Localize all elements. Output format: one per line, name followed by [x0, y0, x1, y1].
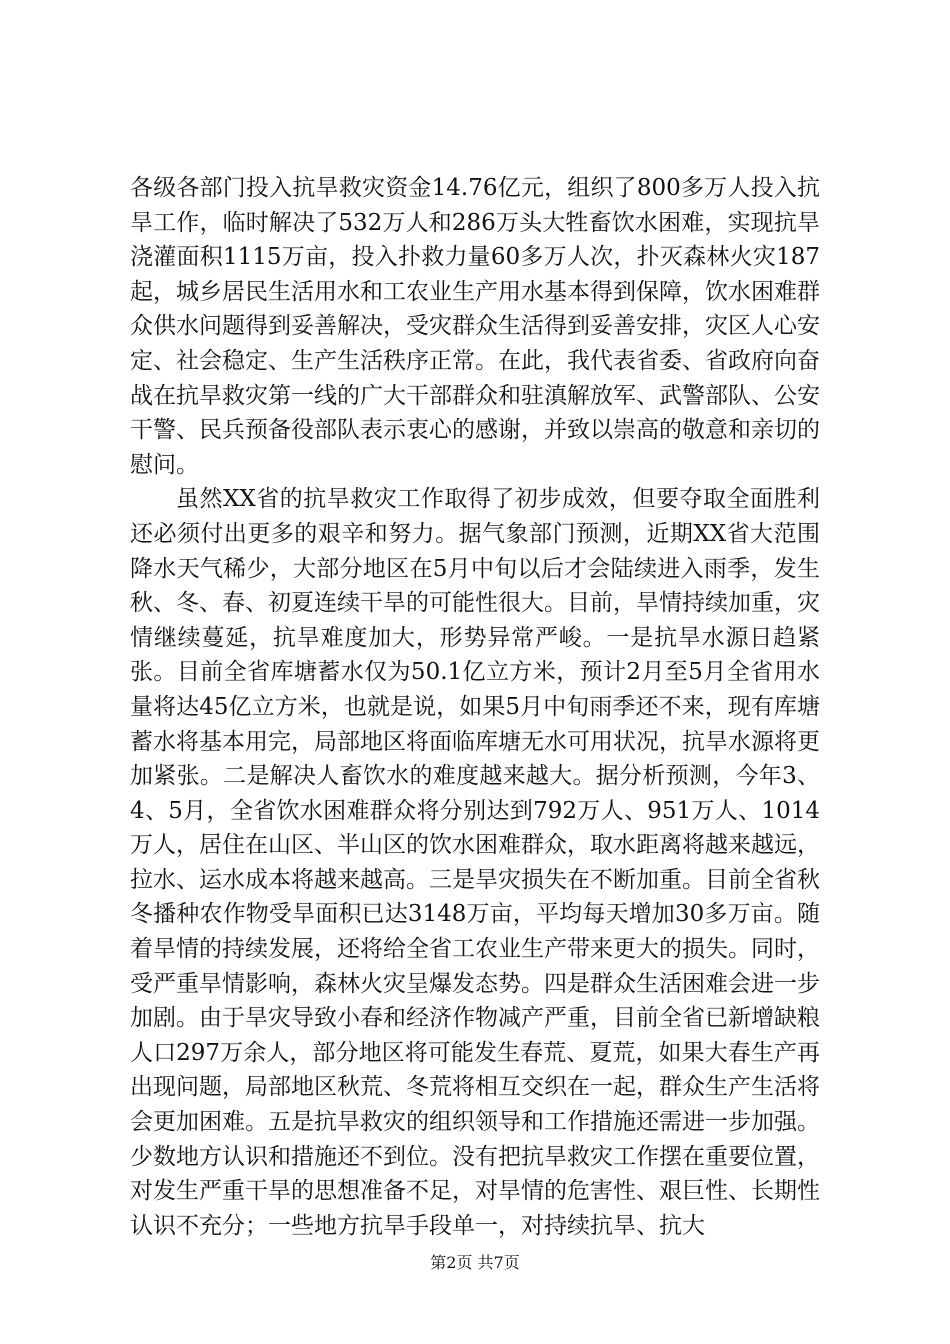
paragraph-drought-situation: 虽然XX省的抗旱救灾工作取得了初步成效，但要夺取全面胜利还必须付出更多的艰辛和努力。据气象部门预测，近期XX省大范围降水天气稀少，大部分地区在5月中旬以后才会陆续进入雨季，发生秋、冬、春、初夏连续干旱的可能性很大。目前，旱情持续加重，灾情继续蔓延，抗旱难度加大，形势异常严峻。一是抗旱水源日趋紧张。目前全省库塘蓄水仅为50.1亿立方米，预计2月至5月全省用水量将达45亿立方米，也就是说，如果5月中旬雨季还不来，现有库塘蓄水将基本用完，局部地区将面临库塘无水可用状况，抗旱水源将更加紧张。二是解决人畜饮水的难度越来越大。据分析预测，今年3、4、5月，全省饮水困难群众将分别达到792万人、951万人、1014万人，居住在山区、半山区的饮水困难群众，取水距离将越来越远，拉水、运水成本将越来越高。三是旱灾损失在不断加重。目前全省秋冬播种农作物受旱面积已达3148万亩，平均每天增加30多万亩。随着旱情的持续发展，还将给全省工农业生产带来更大的损失。同时，受严重旱情影响，森林火灾呈爆发态势。四是群众生活困难会进一步加剧。由于旱灾导致小春和经济作物减产严重，目前全省已新增缺粮人口297万余人，部分地区将可能发生春荒、夏荒，如果大春生产再出现问题，局部地区秋荒、冬荒将相互交织在一起，群众生产生活将会更加困难。五是抗旱救灾的组织领导和工作措施还需进一步加强。少数地方认识和措施还不到位。没有把抗旱救灾工作摆在重要位置，对发生严重干旱的思想准备不足，对旱情的危害性、艰巨性、长期性认识不充分；一些地方抗旱手段单一，对持续抗旱、抗大 [130, 486, 820, 1239]
paragraph-continued: 各级各部门投入抗旱救灾资金14.76亿元，组织了800多万人投入抗旱工作，临时解决了532万人和286万头大牲畜饮水困难，实现抗旱浇灌面积1115万亩，投入扑救力量60多万人次，扑灭森林火灾187起，城乡居民生活用水和工农业生产用水基本得到保障，饮水困难群众供水问题得到妥善解决，受灾群众生活得到妥善安排，灾区人心安定、社会稳定、生产生活秩序正常。在此，我代表省委、省政府向奋战在抗旱救灾第一线的广大干部群众和驻滇解放军、武警部队、公安干警、民兵预备役部队表示衷心的感谢，并致以崇高的敬意和亲切的慰问。 [130, 175, 820, 478]
document-body [130, 171, 820, 1243]
page-footer [0, 1250, 950, 1273]
page-number: 第2页 共7页 [430, 1253, 520, 1272]
